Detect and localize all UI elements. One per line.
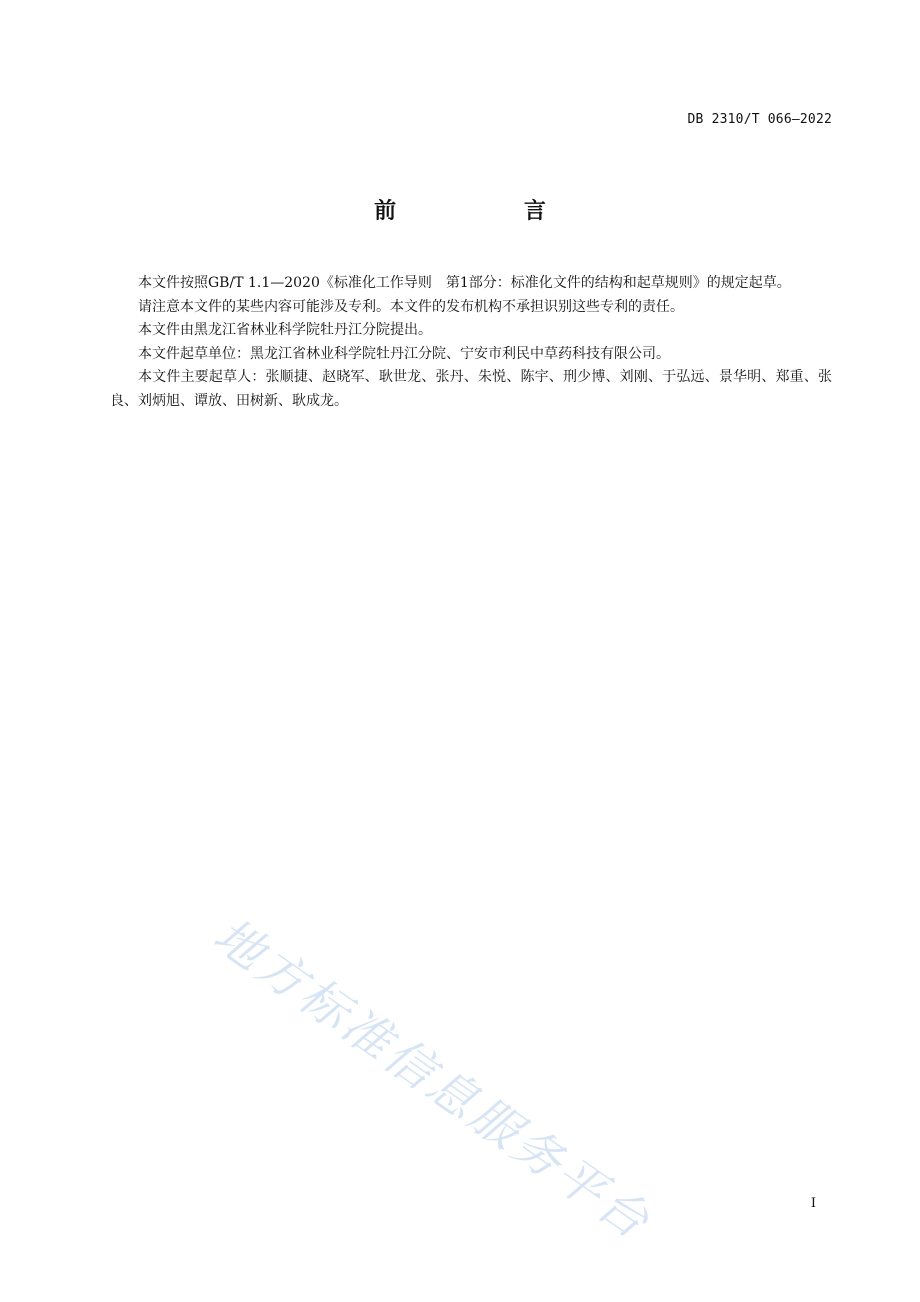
paragraph-drafters: 本文件主要起草人：张顺捷、赵晓军、耿世龙、张丹、朱悦、陈宇、刑少博、刘刚、于弘远、景华明、郑重、张良、刘炳旭、谭放、田树新、耿成龙。 — [110, 369, 832, 409]
page-title: 前 言 — [374, 199, 606, 224]
paragraph-patent-notice: 请注意本文件的某些内容可能涉及专利。本文件的发布机构不承担识别这些专利的责任。 — [138, 298, 684, 315]
paragraph-drafting-basis: 本文件按照GB/T 1.1—2020《标准化工作导则 第1部分：标准化文件的结构和起草规则》的规定起草。 — [138, 275, 791, 291]
foreword-body — [110, 272, 832, 413]
page-number: I — [810, 1196, 816, 1211]
document-code: DB 2310/T 066—2022 — [687, 112, 832, 127]
watermark: 地方标准信息服务平台 — [203, 907, 662, 1252]
paragraph-proposer: 本文件由黑龙江省林业科学院牡丹江分院提出。 — [138, 322, 432, 338]
paragraph-drafting-units: 本文件起草单位：黑龙江省林业科学院牡丹江分院、宁安市利民中草药科技有限公司。 — [138, 345, 670, 362]
